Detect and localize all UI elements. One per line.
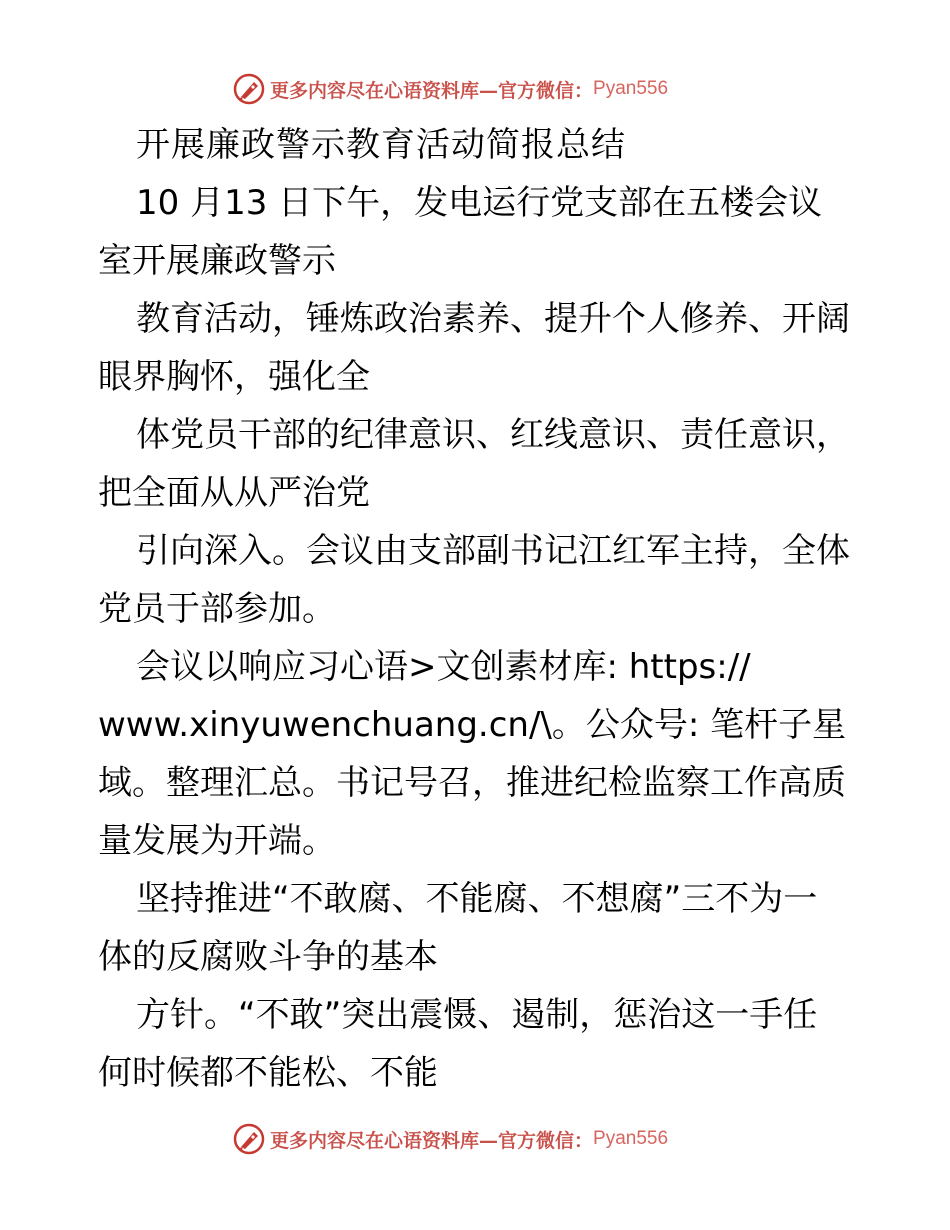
text-line: 量发展为开端。 — [98, 821, 336, 861]
text-line: www.xinyuwenchuang.cn/\。公众号: 笔杆子星 — [98, 705, 847, 745]
text-line: 把全面从从严治党 — [98, 473, 370, 513]
banner-text: 更多内容尽在心语资料库—官方微信： — [270, 1129, 594, 1152]
text-line: 室开展廉政警示 — [98, 241, 336, 281]
banner-wechat-id: Pyan556 — [593, 1128, 669, 1149]
document-title: 开展廉政警示教育活动简报总结 — [136, 125, 626, 165]
text-line: 眼界胸怀，强化全 — [98, 357, 370, 397]
banner-wechat-id: Pyan556 — [593, 78, 669, 99]
text-line: 方针。“不敢”突出震慑、遏制，惩治这一手任 — [136, 995, 818, 1035]
text-line: 体党员干部的纪律意识、红线意识、责任意识， — [136, 415, 850, 455]
text-line: 引向深入。会议由支部副书记江红军主持，全体 — [136, 531, 850, 571]
text-line: 体的反腐败斗争的基本 — [98, 937, 438, 977]
banner-text: 更多内容尽在心语资料库—官方微信： — [270, 79, 594, 102]
footer-banner — [232, 1122, 668, 1156]
header-banner — [232, 72, 668, 106]
pen-nib-logo-icon — [232, 1122, 266, 1156]
text-line: 坚持推进“不敢腐、不能腐、不想腐”三不为一 — [136, 879, 818, 919]
document-body — [98, 116, 858, 1102]
text-line: 会议以响应习心语>文创素材库: https:// — [136, 647, 751, 687]
text-line: 10 月13 日下午，发电运行党支部在五楼会议 — [136, 183, 823, 223]
text-line: 教育活动，锤炼政治素养、提升个人修养、开阔 — [136, 299, 850, 339]
text-line: 党员于部参加。 — [98, 589, 336, 629]
text-line: 何时候都不能松、不能 — [98, 1053, 438, 1093]
pen-nib-logo-icon — [232, 72, 266, 106]
text-line: 域。整理汇总。书记号召，推进纪检监察工作高质 — [98, 763, 846, 803]
